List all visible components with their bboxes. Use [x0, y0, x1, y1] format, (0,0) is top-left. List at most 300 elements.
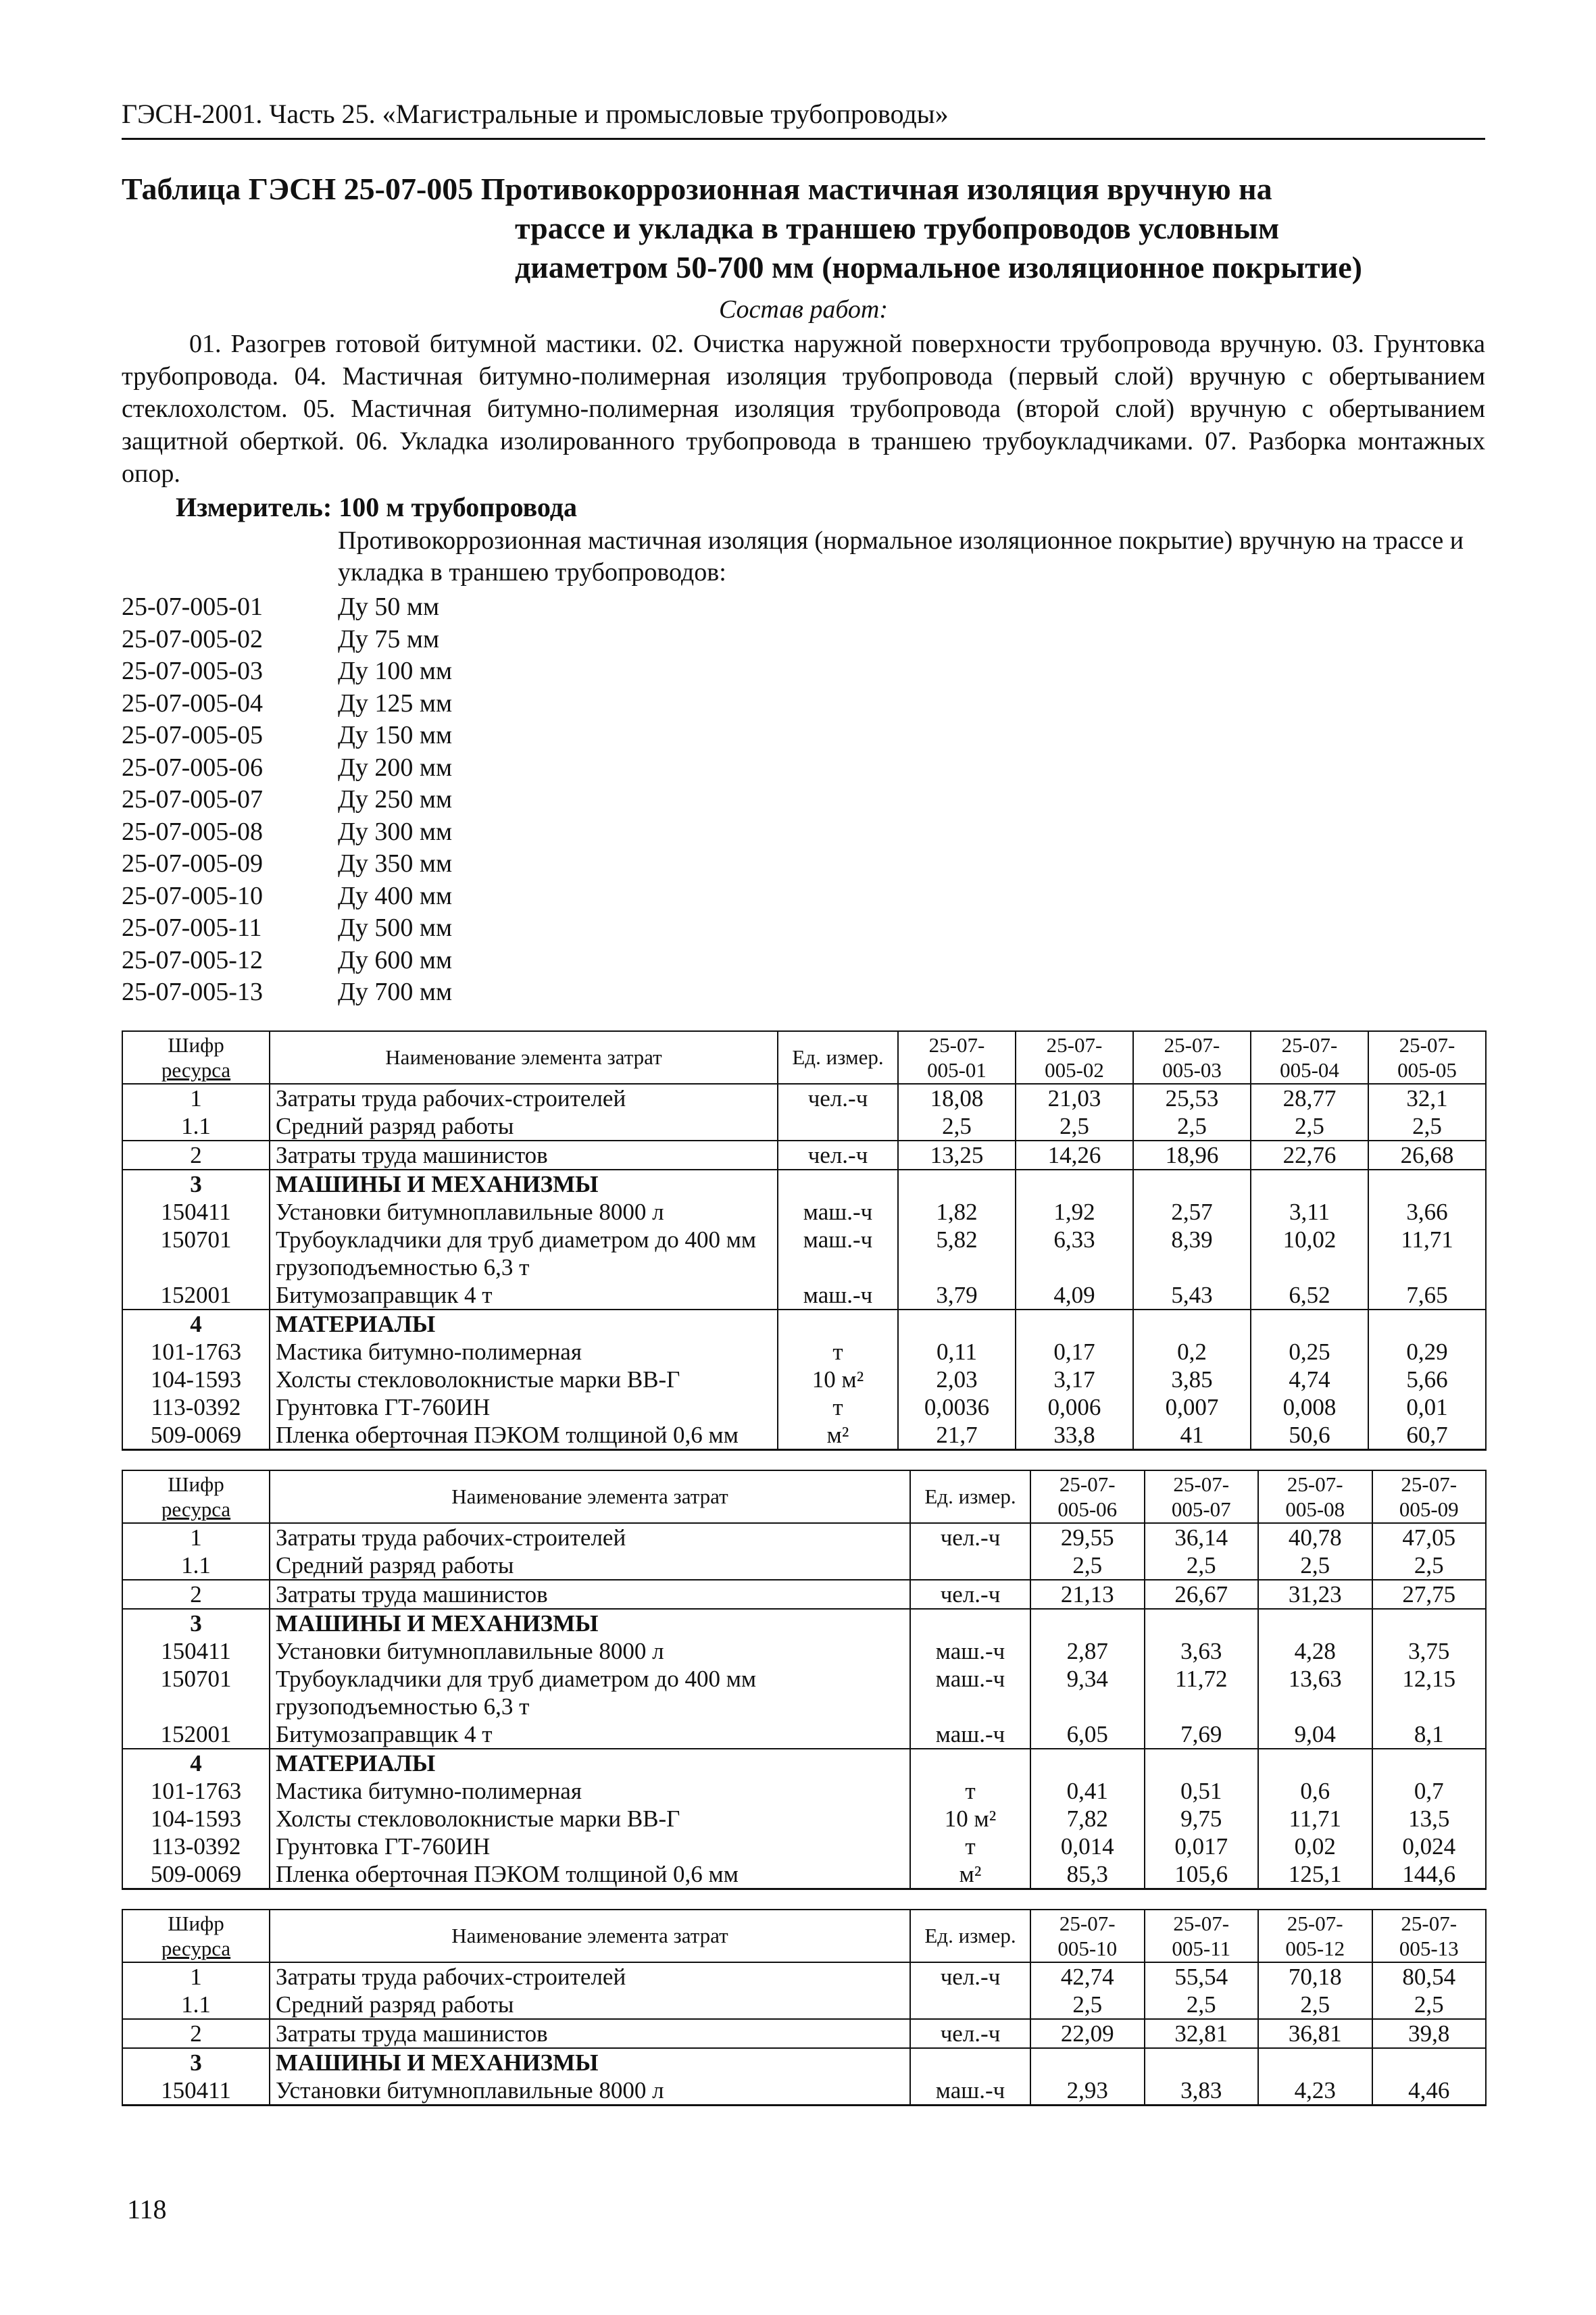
table-row	[122, 1805, 1486, 1833]
cell-value: 0,006	[1016, 1393, 1133, 1421]
cell-value: 3,11	[1251, 1198, 1368, 1226]
cell-value: 3,17	[1016, 1366, 1133, 1393]
table-row	[122, 1393, 1486, 1421]
cell-value: 4,28	[1258, 1637, 1372, 1665]
table-row	[122, 1637, 1486, 1665]
cell-value: 60,7	[1368, 1421, 1486, 1450]
cell-unit: чел.-ч	[910, 1523, 1030, 1551]
cell-value: 28,77	[1251, 1084, 1368, 1112]
table-row	[122, 1338, 1486, 1366]
cell-value: 9,75	[1145, 1805, 1259, 1833]
cell-value: 13,5	[1372, 1805, 1487, 1833]
cell-value	[1258, 1609, 1372, 1637]
header-norm-code-line1: 25-07-	[1164, 1032, 1220, 1057]
cell-value: 11,71	[1368, 1226, 1486, 1281]
cell-value	[1145, 1609, 1259, 1637]
cell-name: Пленка оберточная ПЭКОМ толщиной 0,6 мм	[270, 1860, 910, 1889]
table-row	[122, 1551, 1486, 1580]
cell-value: 2,5	[1145, 1551, 1259, 1580]
table-row	[122, 1860, 1486, 1889]
cell-value: 21,03	[1016, 1084, 1133, 1112]
header-norm-code	[1372, 1470, 1487, 1523]
resource-table-3	[122, 1909, 1487, 2106]
cell-code: 104-1593	[122, 1366, 270, 1393]
cell-name: Мастика битумно-полимерная	[270, 1777, 910, 1805]
header-norm-code-line2: 005-06	[1057, 1497, 1118, 1521]
cell-name: МАШИНЫ И МЕХАНИЗМЫ	[270, 2048, 910, 2076]
header-norm-code	[1030, 1470, 1145, 1523]
cell-name: МАТЕРИАЛЫ	[270, 1310, 778, 1338]
cell-value: 2,5	[898, 1112, 1016, 1141]
code-number: 25-07-005-03	[122, 657, 263, 685]
code-description: Ду 50 мм	[338, 593, 440, 621]
work-composition-text: 01. Разогрев готовой битумной мастики. 02. Очистка наружной поверхности трубопровода вручную. 03. Грунтовка трубопровода. 04. Мастичная битумно-полимерная изоляция трубопровода (первый слой) вручную с обертыванием стеклохолстом. 05. Мастичная битумно-полимерная изоляция трубопровода (второй слой) вручную с обертыванием защитной оберткой. 06. Укладка изолированного трубопровода в траншею трубоукладчиками. 07. Разборка монтажных опор.	[122, 330, 1485, 488]
header-norm-code	[1030, 1910, 1145, 1962]
cell-code: 509-0069	[122, 1860, 270, 1889]
header-norm-code-line2: 005-12	[1285, 1936, 1345, 1960]
cell-code: 2	[122, 2019, 270, 2048]
code-list-item	[122, 655, 1485, 688]
code-description: Ду 600 мм	[338, 945, 453, 974]
cell-unit	[910, 2048, 1030, 2076]
table-title	[122, 170, 1485, 287]
cell-code: 509-0069	[122, 1421, 270, 1450]
cell-value: 1,82	[898, 1198, 1016, 1226]
header-norm-code	[1145, 1470, 1259, 1523]
code-description: Ду 300 мм	[338, 817, 453, 846]
cell-value: 4,74	[1251, 1366, 1368, 1393]
header-norm-code	[898, 1031, 1016, 1084]
cell-name: Затраты труда машинистов	[270, 1580, 910, 1609]
code-description: Ду 350 мм	[338, 849, 453, 878]
table-row	[122, 1281, 1486, 1310]
cell-value: 2,03	[898, 1366, 1016, 1393]
cell-unit: чел.-ч	[778, 1084, 898, 1112]
cell-unit	[910, 1991, 1030, 2019]
cell-value: 0,25	[1251, 1338, 1368, 1366]
table-row	[122, 2076, 1486, 2106]
cell-value	[898, 1310, 1016, 1338]
cell-value: 0,024	[1372, 1833, 1487, 1860]
cell-name: Затраты труда рабочих-строителей	[270, 1523, 910, 1551]
cell-value: 22,76	[1251, 1141, 1368, 1170]
cell-value: 31,23	[1258, 1580, 1372, 1609]
cell-code: 4	[122, 1749, 270, 1777]
cell-unit: т	[778, 1393, 898, 1421]
cell-value: 2,5	[1368, 1112, 1486, 1141]
table-row	[122, 1170, 1486, 1198]
header-norm-code-line2: 005-01	[927, 1057, 987, 1082]
header-code-line2: ресурса	[161, 1936, 231, 1960]
cell-value: 11,71	[1258, 1805, 1372, 1833]
cell-code: 1.1	[122, 1991, 270, 2019]
code-list-item	[122, 880, 1485, 913]
table-header-row	[122, 1470, 1486, 1523]
code-number: 25-07-005-12	[122, 945, 263, 974]
code-description: Ду 75 мм	[338, 624, 440, 653]
cell-code: 1	[122, 1523, 270, 1551]
header-norm-code-line1: 25-07-	[1399, 1032, 1455, 1057]
cell-value: 0,17	[1016, 1338, 1133, 1366]
cell-name: Мастика битумно-полимерная	[270, 1338, 778, 1366]
cell-name: Затраты труда машинистов	[270, 2019, 910, 2048]
cell-code: 150701	[122, 1226, 270, 1281]
cell-unit: маш.-ч	[910, 1720, 1030, 1749]
table-header-row	[122, 1031, 1486, 1084]
header-norm-code	[1251, 1031, 1368, 1084]
cell-name: Средний разряд работы	[270, 1551, 910, 1580]
header-code	[122, 1910, 270, 1962]
cell-unit: 10 м²	[778, 1366, 898, 1393]
cell-name: Пленка оберточная ПЭКОМ толщиной 0,6 мм	[270, 1421, 778, 1450]
cell-value	[1030, 2048, 1145, 2076]
code-list-item	[122, 752, 1485, 785]
cell-unit: чел.-ч	[778, 1141, 898, 1170]
cell-value: 0,11	[898, 1338, 1016, 1366]
cell-value: 105,6	[1145, 1860, 1259, 1889]
cell-unit: маш.-ч	[910, 1637, 1030, 1665]
cell-code: 101-1763	[122, 1777, 270, 1805]
work-composition-heading: Состав работ:	[718, 295, 889, 324]
cell-unit	[910, 1749, 1030, 1777]
cell-value	[1372, 1609, 1487, 1637]
header-norm-code-line2: 005-10	[1057, 1936, 1118, 1960]
code-description: Ду 125 мм	[338, 689, 453, 718]
cell-value	[1016, 1310, 1133, 1338]
table-row	[122, 2048, 1486, 2076]
cell-value: 2,5	[1030, 1551, 1145, 1580]
header-norm-code	[1258, 1910, 1372, 1962]
cell-value: 3,66	[1368, 1198, 1486, 1226]
table-row	[122, 1226, 1486, 1281]
header-norm-code-line1: 25-07-	[1401, 1911, 1457, 1935]
header-norm-code-line2: 005-03	[1162, 1057, 1222, 1082]
cell-name: Битумозаправщик 4 т	[270, 1281, 778, 1310]
code-list	[122, 591, 1485, 1009]
code-number: 25-07-005-06	[122, 753, 263, 782]
header-code	[122, 1031, 270, 1084]
cell-unit	[778, 1170, 898, 1198]
code-number: 25-07-005-05	[122, 721, 263, 749]
cell-unit: чел.-ч	[910, 1580, 1030, 1609]
cell-code: 2	[122, 1580, 270, 1609]
cell-name: Средний разряд работы	[270, 1991, 910, 2019]
cell-unit: маш.-ч	[778, 1198, 898, 1226]
cell-value: 5,66	[1368, 1366, 1486, 1393]
cell-value	[1030, 1609, 1145, 1637]
cell-name: Холсты стекловолокнистые марки ВВ-Г	[270, 1366, 778, 1393]
cell-value: 0,017	[1145, 1833, 1259, 1860]
cell-value: 0,2	[1133, 1338, 1251, 1366]
code-description: Ду 500 мм	[338, 914, 453, 942]
cell-value: 4,09	[1016, 1281, 1133, 1310]
cell-value	[1368, 1310, 1486, 1338]
cell-code: 150411	[122, 1637, 270, 1665]
header-norm-code-line1: 25-07-	[1287, 1472, 1343, 1496]
cell-code: 4	[122, 1310, 270, 1338]
cell-value: 10,02	[1251, 1226, 1368, 1281]
cell-value: 2,5	[1133, 1112, 1251, 1141]
cell-value: 3,83	[1145, 2076, 1259, 2106]
header-unit: Ед. измер.	[778, 1031, 898, 1084]
measure-unit: Измеритель: 100 м трубопровода	[176, 492, 577, 522]
code-list-item	[122, 945, 1485, 977]
code-description: Ду 200 мм	[338, 753, 453, 782]
cell-value: 5,82	[898, 1226, 1016, 1281]
cell-value: 7,69	[1145, 1720, 1259, 1749]
header-code-line2: ресурса	[161, 1497, 231, 1521]
cell-unit	[910, 1609, 1030, 1637]
cell-value	[1133, 1310, 1251, 1338]
table-row	[122, 1523, 1486, 1551]
cell-value: 2,5	[1258, 1991, 1372, 2019]
cell-value: 39,8	[1372, 2019, 1487, 2048]
cell-name: Трубоукладчики для труб диаметром до 400 мм грузоподъемностью 6,3 т	[270, 1226, 778, 1281]
cell-value: 40,78	[1258, 1523, 1372, 1551]
table-row	[122, 1609, 1486, 1637]
cell-unit: маш.-ч	[778, 1226, 898, 1281]
cell-value	[1368, 1170, 1486, 1198]
cell-value	[1251, 1310, 1368, 1338]
cell-value: 7,65	[1368, 1281, 1486, 1310]
cell-value: 3,75	[1372, 1637, 1487, 1665]
cell-value: 9,34	[1030, 1665, 1145, 1720]
header-norm-code-line2: 005-08	[1285, 1497, 1345, 1521]
cell-unit	[778, 1310, 898, 1338]
cell-name: МАШИНЫ И МЕХАНИЗМЫ	[270, 1609, 910, 1637]
cell-value: 0,6	[1258, 1777, 1372, 1805]
cell-value: 2,5	[1145, 1991, 1259, 2019]
page	[122, 95, 1485, 2106]
code-number: 25-07-005-10	[122, 881, 263, 910]
code-list-item	[122, 912, 1485, 945]
header-norm-code	[1016, 1031, 1133, 1084]
header-norm-code	[1133, 1031, 1251, 1084]
cell-value: 13,63	[1258, 1665, 1372, 1720]
cell-name: Установки битумноплавильные 8000 л	[270, 1198, 778, 1226]
cell-value: 33,8	[1016, 1421, 1133, 1450]
cell-unit: т	[910, 1833, 1030, 1860]
cell-unit: т	[910, 1777, 1030, 1805]
cell-value: 80,54	[1372, 1962, 1487, 1991]
header-norm-code-line2: 005-13	[1399, 1936, 1459, 1960]
code-list-item	[122, 816, 1485, 849]
cell-value: 47,05	[1372, 1523, 1487, 1551]
cell-unit	[910, 1551, 1030, 1580]
cell-value: 14,26	[1016, 1141, 1133, 1170]
cell-value: 25,53	[1133, 1084, 1251, 1112]
cell-name: Затраты труда машинистов	[270, 1141, 778, 1170]
cell-code: 3	[122, 1170, 270, 1198]
table-row	[122, 1580, 1486, 1609]
cell-code: 3	[122, 1609, 270, 1637]
cell-value: 18,96	[1133, 1141, 1251, 1170]
code-description: Ду 150 мм	[338, 721, 453, 749]
header-norm-code-line2: 005-11	[1172, 1936, 1231, 1960]
cell-value: 0,51	[1145, 1777, 1259, 1805]
cell-unit: чел.-ч	[910, 1962, 1030, 1991]
cell-value: 36,81	[1258, 2019, 1372, 2048]
cell-value: 21,13	[1030, 1580, 1145, 1609]
cell-value: 125,1	[1258, 1860, 1372, 1889]
cell-value: 2,5	[1372, 1551, 1487, 1580]
cell-value: 2,5	[1251, 1112, 1368, 1141]
code-number: 25-07-005-01	[122, 593, 263, 621]
cell-value: 55,54	[1145, 1962, 1259, 1991]
code-description: Ду 700 мм	[338, 978, 453, 1006]
cell-value: 1,92	[1016, 1198, 1133, 1226]
table-header-row	[122, 1910, 1486, 1962]
cell-code: 150411	[122, 2076, 270, 2106]
cell-unit: маш.-ч	[778, 1281, 898, 1310]
cell-value: 27,75	[1372, 1580, 1487, 1609]
cell-value	[1016, 1170, 1133, 1198]
running-header: ГЭСН-2001. Часть 25. «Магистральные и промысловые трубопроводы»	[122, 95, 1485, 140]
cell-code: 1	[122, 1962, 270, 1991]
cell-code: 113-0392	[122, 1393, 270, 1421]
header-norm-code	[1368, 1031, 1486, 1084]
cell-value: 0,41	[1030, 1777, 1145, 1805]
cell-value	[898, 1170, 1016, 1198]
code-number: 25-07-005-07	[122, 785, 263, 814]
cell-value: 22,09	[1030, 2019, 1145, 2048]
header-name: Наименование элемента затрат	[270, 1031, 778, 1084]
cell-name: МАШИНЫ И МЕХАНИЗМЫ	[270, 1170, 778, 1198]
cell-value: 3,79	[898, 1281, 1016, 1310]
cell-name: Установки битумноплавильные 8000 л	[270, 2076, 910, 2106]
cell-value	[1251, 1170, 1368, 1198]
table-row	[122, 2019, 1486, 2048]
cell-value: 0,01	[1368, 1393, 1486, 1421]
cell-value: 2,5	[1016, 1112, 1133, 1141]
cell-value: 29,55	[1030, 1523, 1145, 1551]
cell-value	[1145, 1749, 1259, 1777]
header-norm-code-line2: 005-02	[1045, 1057, 1104, 1082]
table-row	[122, 1141, 1486, 1170]
code-list-item	[122, 784, 1485, 816]
cell-value: 32,1	[1368, 1084, 1486, 1112]
cell-value: 4,23	[1258, 2076, 1372, 2106]
cell-value	[1372, 1749, 1487, 1777]
cell-unit: маш.-ч	[910, 1665, 1030, 1720]
table-row	[122, 1112, 1486, 1141]
cell-value	[1145, 2048, 1259, 2076]
header-norm-code-line2: 005-09	[1399, 1497, 1459, 1521]
cell-value: 144,6	[1372, 1860, 1487, 1889]
cell-value: 2,5	[1030, 1991, 1145, 2019]
cell-code: 2	[122, 1141, 270, 1170]
title-line-3: диаметром 50-700 мм (нормальное изоляционное покрытие)	[515, 250, 1362, 284]
cell-code: 1.1	[122, 1551, 270, 1580]
table-row	[122, 1366, 1486, 1393]
header-norm-code-line1: 25-07-	[1059, 1911, 1116, 1935]
header-norm-code-line1: 25-07-	[1287, 1911, 1343, 1935]
title-line-1: Таблица ГЭСН 25-07-005 Противокоррозионная мастичная изоляция вручную на	[122, 172, 1272, 206]
cell-value: 5,43	[1133, 1281, 1251, 1310]
cell-value: 85,3	[1030, 1860, 1145, 1889]
table-row	[122, 1962, 1486, 1991]
code-number: 25-07-005-13	[122, 978, 263, 1006]
table-row	[122, 1991, 1486, 2019]
cell-value: 26,68	[1368, 1141, 1486, 1170]
page-number: 118	[127, 2194, 167, 2224]
cell-value: 7,82	[1030, 1805, 1145, 1833]
cell-name: Холсты стекловолокнистые марки ВВ-Г	[270, 1805, 910, 1833]
header-norm-code	[1372, 1910, 1487, 1962]
table-row	[122, 1833, 1486, 1860]
cell-code: 152001	[122, 1281, 270, 1310]
cell-value: 3,63	[1145, 1637, 1259, 1665]
cell-name: Трубоукладчики для труб диаметром до 400 мм грузоподъемностью 6,3 т	[270, 1665, 910, 1720]
code-list-item	[122, 624, 1485, 656]
cell-unit: м²	[778, 1421, 898, 1450]
cell-value	[1030, 1749, 1145, 1777]
header-code-line2: ресурса	[161, 1057, 231, 1082]
cell-unit	[778, 1112, 898, 1141]
header-unit: Ед. измер.	[910, 1910, 1030, 1962]
header-norm-code	[1258, 1470, 1372, 1523]
cell-code: 150701	[122, 1665, 270, 1720]
table-row	[122, 1777, 1486, 1805]
cell-name: Средний разряд работы	[270, 1112, 778, 1141]
cell-value	[1258, 2048, 1372, 2076]
cell-code: 150411	[122, 1198, 270, 1226]
cell-name: МАТЕРИАЛЫ	[270, 1749, 910, 1777]
cell-name: Установки битумноплавильные 8000 л	[270, 1637, 910, 1665]
code-description: Ду 100 мм	[338, 657, 453, 685]
code-list-item	[122, 976, 1485, 1009]
cell-unit: т	[778, 1338, 898, 1366]
header-norm-code	[1145, 1910, 1259, 1962]
cell-value: 36,14	[1145, 1523, 1259, 1551]
cell-value: 2,87	[1030, 1637, 1145, 1665]
cell-value: 2,5	[1258, 1551, 1372, 1580]
cell-code: 3	[122, 2048, 270, 2076]
code-list-item	[122, 688, 1485, 720]
header-norm-code-line2: 005-07	[1171, 1497, 1231, 1521]
cell-value: 0,008	[1251, 1393, 1368, 1421]
cell-value: 18,08	[898, 1084, 1016, 1112]
cell-name: Затраты труда рабочих-строителей	[270, 1962, 910, 1991]
header-norm-code-line1: 25-07-	[1401, 1472, 1457, 1496]
resource-table-1	[122, 1030, 1487, 1451]
header-norm-code-line1: 25-07-	[1046, 1032, 1103, 1057]
code-number: 25-07-005-09	[122, 849, 263, 878]
cell-value: 8,39	[1133, 1226, 1251, 1281]
table-row	[122, 1310, 1486, 1338]
cell-code: 152001	[122, 1720, 270, 1749]
header-name: Наименование элемента затрат	[270, 1470, 910, 1523]
cell-unit: маш.-ч	[910, 2076, 1030, 2106]
cell-value: 70,18	[1258, 1962, 1372, 1991]
code-list-item	[122, 591, 1485, 624]
header-norm-code-line1: 25-07-	[1173, 1472, 1230, 1496]
header-code-line1: Шифр	[168, 1032, 224, 1057]
cell-value: 4,46	[1372, 2076, 1487, 2106]
code-number: 25-07-005-02	[122, 624, 263, 653]
header-norm-code-line2: 005-05	[1397, 1057, 1457, 1082]
cell-value: 8,1	[1372, 1720, 1487, 1749]
cell-value: 41	[1133, 1421, 1251, 1450]
cell-value: 21,7	[898, 1421, 1016, 1450]
header-norm-code-line2: 005-04	[1280, 1057, 1339, 1082]
header-unit: Ед. измер.	[910, 1470, 1030, 1523]
cell-value: 26,67	[1145, 1580, 1259, 1609]
cell-value: 0,014	[1030, 1833, 1145, 1860]
resource-table-2	[122, 1470, 1487, 1890]
cell-value	[1133, 1170, 1251, 1198]
header-code-line1: Шифр	[168, 1911, 224, 1935]
